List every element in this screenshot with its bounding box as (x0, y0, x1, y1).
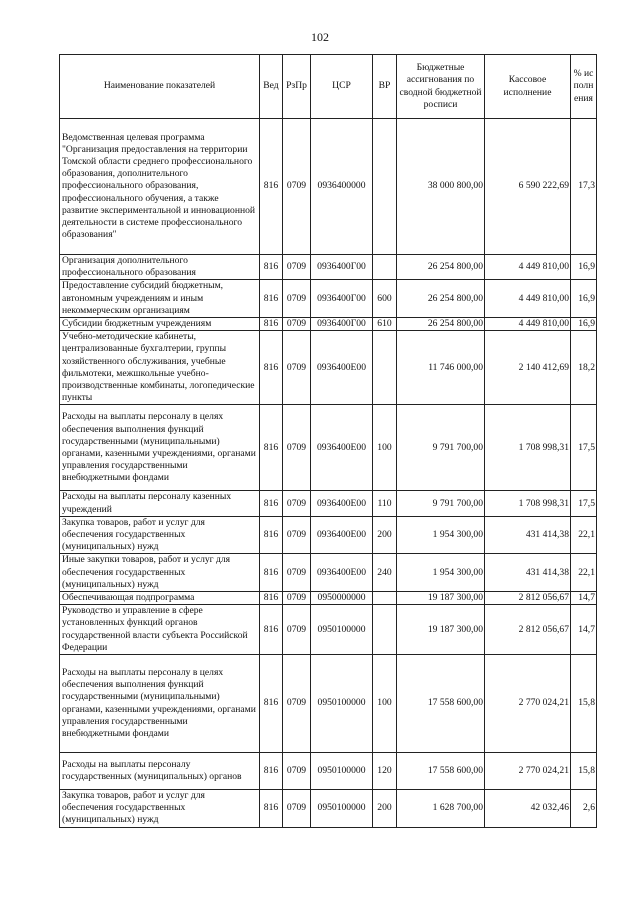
rzpr-cell: 0709 (283, 405, 311, 491)
name-cell: Учебно-методические кабинеты, централизованные бухгалтерии, группы хозяйственного обслуживания, учебные фильмотеки, межшкольные учебно-производственные комбинаты, логопедические пункты (60, 331, 260, 405)
vr-cell: 100 (373, 655, 397, 753)
cash-cell: 42 032,46 (485, 790, 571, 828)
cash-cell: 6 590 222,69 (485, 119, 571, 255)
assignment-cell: 26 254 800,00 (397, 255, 485, 280)
csr-cell: 0936400Е00 (311, 554, 373, 592)
assignment-cell: 19 187 300,00 (397, 592, 485, 605)
assignment-cell: 38 000 800,00 (397, 119, 485, 255)
csr-cell: 0950000000 (311, 592, 373, 605)
vr-cell: 200 (373, 516, 397, 554)
percent-cell: 14,7 (571, 605, 597, 655)
cash-cell: 431 414,38 (485, 516, 571, 554)
vr-cell (373, 255, 397, 280)
name-cell: Организация дополнительного профессионального образования (60, 255, 260, 280)
percent-cell: 18,2 (571, 331, 597, 405)
percent-cell: 22,1 (571, 516, 597, 554)
percent-cell: 16,9 (571, 280, 597, 318)
cash-cell: 431 414,38 (485, 554, 571, 592)
percent-cell: 2,6 (571, 790, 597, 828)
vr-cell (373, 605, 397, 655)
vr-cell: 120 (373, 753, 397, 790)
rzpr-cell: 0709 (283, 491, 311, 516)
name-cell: Обеспечивающая подпрограмма (60, 592, 260, 605)
header-rzpr: РзПр (283, 55, 311, 119)
rzpr-cell: 0709 (283, 592, 311, 605)
header-cash: Кассовое исполнение (485, 55, 571, 119)
assignment-cell: 11 746 000,00 (397, 331, 485, 405)
csr-cell: 0936400Е00 (311, 516, 373, 554)
name-cell: Ведомственная целевая программа "Организация предоставления на территории Томской области среднего профессионального образования, дополнительного профессионального образования, профессионального обучения, а также развитие экспериментальной и инновационной деятельности в системе профессионального образования" (60, 119, 260, 255)
ved-cell: 816 (260, 405, 283, 491)
csr-cell: 0936400Е00 (311, 491, 373, 516)
ved-cell: 816 (260, 331, 283, 405)
ved-cell: 816 (260, 491, 283, 516)
assignment-cell: 17 558 600,00 (397, 655, 485, 753)
table-row (60, 753, 597, 790)
cash-cell: 2 770 024,21 (485, 753, 571, 790)
cash-cell: 4 449 810,00 (485, 280, 571, 318)
name-cell: Расходы на выплаты персоналу в целях обеспечения выполнения функций государственными (муниципальными) органами, казенными учреждениями, органами управления государственными внебюджетными фондами (60, 655, 260, 753)
vr-cell: 100 (373, 405, 397, 491)
ved-cell: 816 (260, 753, 283, 790)
ved-cell: 816 (260, 318, 283, 331)
cash-cell: 4 449 810,00 (485, 318, 571, 331)
assignment-cell: 26 254 800,00 (397, 280, 485, 318)
assignment-cell: 9 791 700,00 (397, 405, 485, 491)
cash-cell: 4 449 810,00 (485, 255, 571, 280)
rzpr-cell: 0709 (283, 280, 311, 318)
percent-cell: 15,8 (571, 655, 597, 753)
rzpr-cell: 0709 (283, 753, 311, 790)
rzpr-cell: 0709 (283, 554, 311, 592)
table-row (60, 491, 597, 516)
vr-cell (373, 119, 397, 255)
budget-table (59, 54, 597, 828)
ved-cell: 816 (260, 280, 283, 318)
table-row (60, 318, 597, 331)
rzpr-cell: 0709 (283, 331, 311, 405)
vr-cell: 600 (373, 280, 397, 318)
vr-cell: 200 (373, 790, 397, 828)
header-percent: % исполнения (571, 55, 597, 119)
vr-cell: 110 (373, 491, 397, 516)
table-row (60, 331, 597, 405)
table-row (60, 655, 597, 753)
header-assignments: Бюджетные ассигнования по сводной бюджетной росписи (397, 55, 485, 119)
header-vr: ВР (373, 55, 397, 119)
percent-cell: 17,3 (571, 119, 597, 255)
csr-cell: 0950100000 (311, 605, 373, 655)
csr-cell: 0936400Е00 (311, 405, 373, 491)
csr-cell: 0936400Г00 (311, 318, 373, 331)
ved-cell: 816 (260, 516, 283, 554)
ved-cell: 816 (260, 605, 283, 655)
vr-cell (373, 331, 397, 405)
name-cell: Субсидии бюджетным учреждениям (60, 318, 260, 331)
name-cell: Расходы на выплаты персоналу государственных (муниципальных) органов (60, 753, 260, 790)
percent-cell: 14,7 (571, 592, 597, 605)
rzpr-cell: 0709 (283, 255, 311, 280)
cash-cell: 2 812 056,67 (485, 592, 571, 605)
csr-cell: 0936400Г00 (311, 255, 373, 280)
percent-cell: 22,1 (571, 554, 597, 592)
name-cell: Расходы на выплаты персоналу в целях обеспечения выполнения функций государственными (муниципальными) органами, казенными учреждениями, органами управления государственными внебюджетными фондами (60, 405, 260, 491)
percent-cell: 17,5 (571, 405, 597, 491)
table-row (60, 554, 597, 592)
percent-cell: 15,8 (571, 753, 597, 790)
header-name: Наименование показателей (60, 55, 260, 119)
assignment-cell: 1 954 300,00 (397, 554, 485, 592)
assignment-cell: 19 187 300,00 (397, 605, 485, 655)
table-row (60, 605, 597, 655)
name-cell: Закупка товаров, работ и услуг для обеспечения государственных (муниципальных) нужд (60, 516, 260, 554)
percent-cell: 17,5 (571, 491, 597, 516)
header-row (60, 55, 597, 119)
csr-cell: 0950100000 (311, 753, 373, 790)
rzpr-cell: 0709 (283, 318, 311, 331)
rzpr-cell: 0709 (283, 655, 311, 753)
name-cell: Закупка товаров, работ и услуг для обеспечения государственных (муниципальных) нужд (60, 790, 260, 828)
vr-cell: 240 (373, 554, 397, 592)
ved-cell: 816 (260, 255, 283, 280)
assignment-cell: 1 628 700,00 (397, 790, 485, 828)
name-cell: Иные закупки товаров, работ и услуг для обеспечения государственных (муниципальных) нужд (60, 554, 260, 592)
percent-cell: 16,9 (571, 255, 597, 280)
csr-cell: 0936400Г00 (311, 280, 373, 318)
ved-cell: 816 (260, 592, 283, 605)
cash-cell: 2 812 056,67 (485, 605, 571, 655)
csr-cell: 0950100000 (311, 790, 373, 828)
table-row (60, 119, 597, 255)
table-row (60, 516, 597, 554)
csr-cell: 0936400000 (311, 119, 373, 255)
csr-cell: 0936400Е00 (311, 331, 373, 405)
cash-cell: 2 140 412,69 (485, 331, 571, 405)
cash-cell: 2 770 024,21 (485, 655, 571, 753)
name-cell: Расходы на выплаты персоналу казенных учреждений (60, 491, 260, 516)
name-cell: Предоставление субсидий бюджетным, автономным учреждениям и иным некоммерческим организациям (60, 280, 260, 318)
assignment-cell: 1 954 300,00 (397, 516, 485, 554)
rzpr-cell: 0709 (283, 790, 311, 828)
rzpr-cell: 0709 (283, 119, 311, 255)
table-row (60, 405, 597, 491)
csr-cell: 0950100000 (311, 655, 373, 753)
vr-cell (373, 592, 397, 605)
ved-cell: 816 (260, 554, 283, 592)
ved-cell: 816 (260, 790, 283, 828)
cash-cell: 1 708 998,31 (485, 405, 571, 491)
table-row (60, 790, 597, 828)
page-number: 102 (311, 30, 329, 44)
ved-cell: 816 (260, 655, 283, 753)
rzpr-cell: 0709 (283, 605, 311, 655)
assignment-cell: 26 254 800,00 (397, 318, 485, 331)
header-ved: Вед (260, 55, 283, 119)
assignment-cell: 17 558 600,00 (397, 753, 485, 790)
assignment-cell: 9 791 700,00 (397, 491, 485, 516)
table-row (60, 280, 597, 318)
ved-cell: 816 (260, 119, 283, 255)
vr-cell: 610 (373, 318, 397, 331)
table-row (60, 592, 597, 605)
table-row (60, 255, 597, 280)
header-csr: ЦСР (311, 55, 373, 119)
percent-cell: 16,9 (571, 318, 597, 331)
name-cell: Руководство и управление в сфере установленных функций органов государственной власти субъекта Российской Федерации (60, 605, 260, 655)
rzpr-cell: 0709 (283, 516, 311, 554)
cash-cell: 1 708 998,31 (485, 491, 571, 516)
